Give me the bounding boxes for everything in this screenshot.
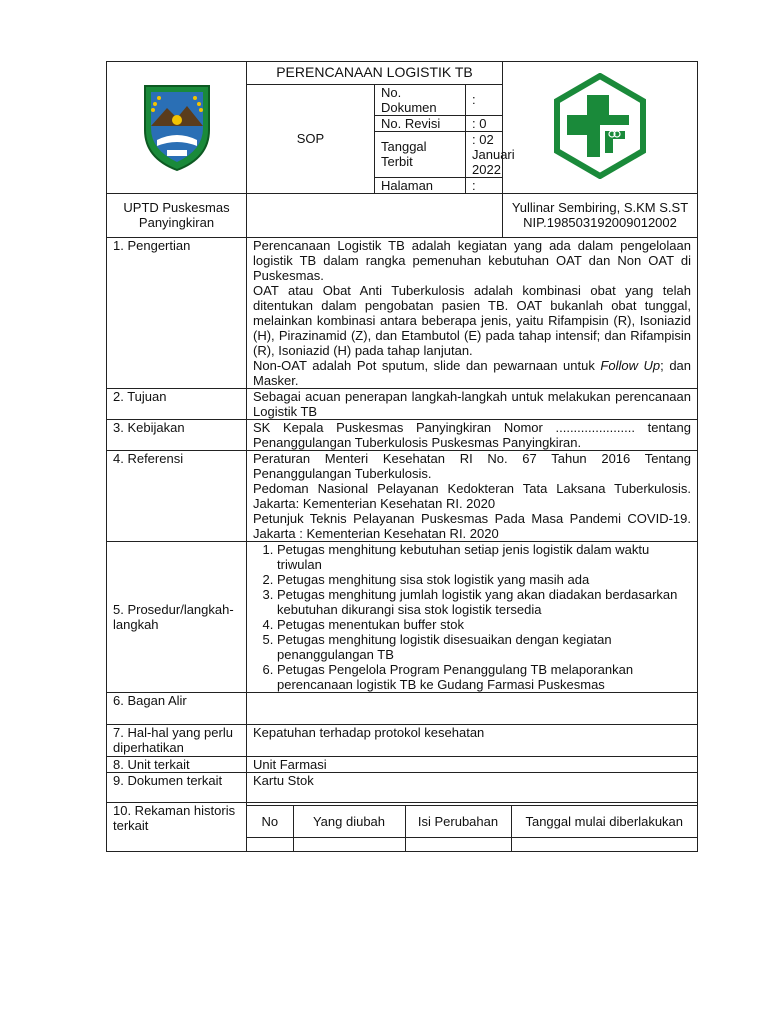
history-cell xyxy=(247,837,293,851)
field-label: No. Dokumen xyxy=(375,85,466,116)
list-item: 4. Petugas menentukan buffer stok xyxy=(277,617,691,632)
list-item: 3. Petugas menghitung jumlah logistik yang akan diadakan berdasarkan kebutuhan dikurangi sisa stok logistik tersedia xyxy=(277,587,691,617)
row-label-prosedur: 5. Prosedur/langkah-langkah xyxy=(107,541,247,692)
field-label: Halaman xyxy=(375,177,466,193)
field-value: : xyxy=(466,177,503,193)
regency-emblem-cell xyxy=(107,62,247,194)
header-middle xyxy=(247,62,515,194)
signer-name: Yullinar Sembiring, S.KM S.ST xyxy=(511,200,689,215)
row-label-tujuan: 2. Tujuan xyxy=(107,388,247,419)
rekaman-content xyxy=(247,802,698,852)
row-label-dokumen: 9. Dokumen terkait xyxy=(107,772,247,802)
referensi-content xyxy=(247,450,698,541)
bagan-content xyxy=(247,692,698,724)
row-label-hal: 7. Hal-hal yang perlu diperhatikan xyxy=(107,724,247,756)
empty-cell xyxy=(247,193,503,237)
pengertian-content xyxy=(247,237,698,388)
history-header-cell: Tanggal mulai diberlakukan xyxy=(511,805,697,837)
row-label-rekaman: 10. Rekaman historis terkait xyxy=(107,802,247,852)
sop-document xyxy=(106,61,697,852)
field-value: : 0 xyxy=(466,115,503,131)
field-label: No. Revisi xyxy=(375,115,466,131)
history-cell xyxy=(405,837,511,851)
field-label: Tanggal Terbit xyxy=(375,131,466,177)
regency-emblem-icon xyxy=(137,80,217,172)
row-label-bagan: 6. Bagan Alir xyxy=(107,692,247,724)
document-title: PERENCANAAN LOGISTIK TB xyxy=(247,62,502,84)
puskesmas-logo-icon xyxy=(547,73,653,179)
prosedur-content xyxy=(247,541,698,692)
prosedur-steps xyxy=(253,542,691,692)
signer-block xyxy=(503,193,698,237)
pengertian-paragraph: Perencanaan Logistik TB adalah kegiatan yang ada dalam pengelolaan logistik TB dalam rangka pemenuhan kebutuhan OAT dan Non OAT di Puskesmas. xyxy=(253,237,691,283)
history-table xyxy=(247,805,697,852)
history-cell xyxy=(511,837,697,851)
signer-nip: NIP.198503192009012002 xyxy=(523,215,677,230)
pengertian-paragraph: Non-OAT adalah Pot sputum, slide dan pewarnaan untuk Follow Up; dan Masker. xyxy=(253,357,692,388)
row-label-referensi: 4. Referensi xyxy=(107,450,247,541)
pengertian-paragraph: OAT atau Obat Anti Tuberkulosis adalah kombinasi obat yang telah ditentukan dalam pengobatan pasien TB. OAT bukanlah obat tunggal, melainkan kombinasi antara beberapa jenis, yaitu Rifampisin (R), Isoniazid (H), Pirazinamid (Z), dan Etambutol (E) pada tahap intensif; dan Rifampisin (R), Isoniazid (H) pada tahap lanjutan. xyxy=(253,282,691,358)
unit-text: Unit Farmasi xyxy=(247,756,698,772)
field-value: : 02 Januari 2022 xyxy=(466,131,503,177)
sop-table xyxy=(106,61,698,852)
referensi-item: Peraturan Menteri Kesehatan RI No. 67 Tahun 2016 Tentang Penanggulangan Tuberkulosis. xyxy=(253,450,691,481)
history-header-cell: Yang diubah xyxy=(293,805,405,837)
row-label-pengertian: 1. Pengertian xyxy=(107,237,247,388)
history-header-cell: No xyxy=(247,805,293,837)
list-item: 6. Petugas Pengelola Program Penanggulang TB melaporankan perencanaan logistik TB ke Gudang Farmasi Puskesmas xyxy=(277,662,691,692)
sop-label: SOP xyxy=(247,84,375,193)
field-value: : xyxy=(466,85,503,116)
puskesmas-logo-cell xyxy=(503,62,698,194)
list-item: 2. Petugas menghitung sisa stok logistik yang masih ada xyxy=(277,572,691,587)
row-label-unit: 8. Unit terkait xyxy=(107,756,247,772)
history-cell xyxy=(293,837,405,851)
dokumen-text: Kartu Stok xyxy=(247,772,698,802)
list-item: 1. Petugas menghitung kebutuhan setiap jenis logistik dalam waktu triwulan xyxy=(277,542,691,572)
history-header-cell: Isi Perubahan xyxy=(405,805,511,837)
row-label-kebijakan: 3. Kebijakan xyxy=(107,419,247,450)
list-item: 5. Petugas menghitung logistik disesuaikan dengan kegiatan penanggulangan TB xyxy=(277,632,691,662)
org-name: UPTD Puskesmas Panyingkiran xyxy=(107,193,247,237)
kebijakan-text: SK Kepala Puskesmas Panyingkiran Nomor ...................... tentang Penanggulangan Tuberkulosis Puskesmas Panyingkiran. xyxy=(247,419,698,450)
hal-text: Kepatuhan terhadap protokol kesehatan xyxy=(247,724,698,756)
referensi-item: Pedoman Nasional Pelayanan Kedokteran Tata Laksana Tuberkulosis. Jakarta: Kementerian Kesehatan RI. 2020 xyxy=(253,480,691,511)
referensi-item: Petunjuk Teknis Pelayanan Puskesmas Pada Masa Pandemi COVID-19. Jakarta : Kementerian Kesehatan RI. 2020 xyxy=(253,510,691,541)
tujuan-text: Sebagai acuan penerapan langkah-langkah untuk melakukan perencanaan Logistik TB xyxy=(247,388,698,419)
